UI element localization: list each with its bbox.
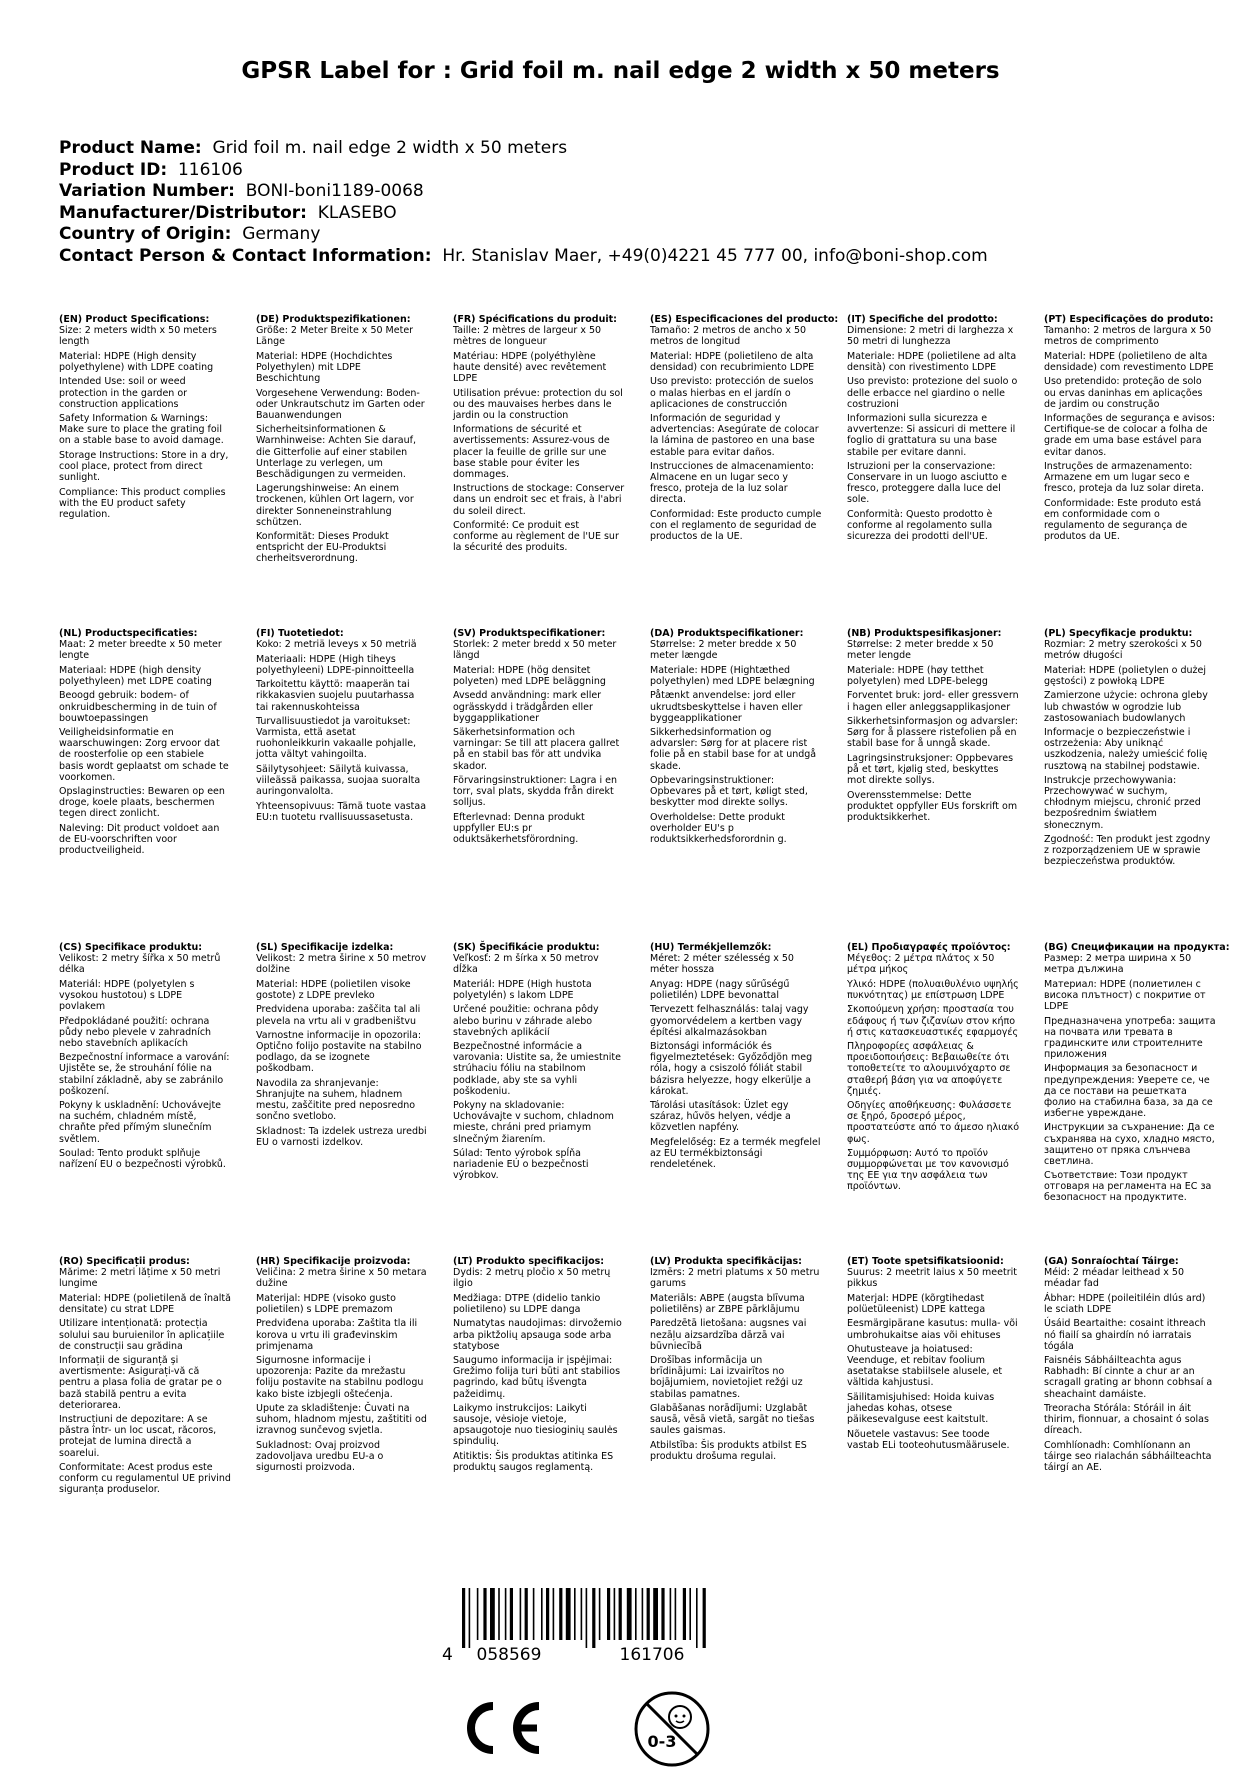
spec-paragraph: Σκοπούμενη χρήση: προστασία του εδάφους ή των ζιζανίων στον κήπο ή στις κατασκευαστικές εφαρμογές xyxy=(847,1004,1019,1038)
spec-paragraph: Materiāls: ABPE (augsta blīvuma polietilēns) ar ZBPE pārklājumu xyxy=(650,1292,805,1315)
language-block xyxy=(847,314,1019,546)
spec-paragraph: Instructions de stockage: Conserver dans un endroit sec et frais, à l'abri du soleil direct. xyxy=(453,483,625,517)
spec-paragraph: Nõuetele vastavus: See toode vastab ELi tooteohutusmäärusele. xyxy=(847,1428,1010,1451)
language-heading: (DA) Produktspecifikationer: xyxy=(650,628,804,639)
spec-paragraph: Drošības informācija un brīdinājumi: Lai izvairītos no bojājumiem, novietojiet režģi uz stabilas pamatnes. xyxy=(650,1355,803,1400)
spec-paragraph: Säilytysohjeet: Säilytä kuivassa, viileässä paikassa, suojaa suoralta auringonvalolta. xyxy=(256,764,421,798)
spec-paragraph: Treoracha Stórála: Stóráil in áit thirim, fionnuar, a chosaint ó solas díreach. xyxy=(1044,1403,1209,1437)
spec-paragraph: Size: 2 meters width x 50 meters length xyxy=(59,325,217,348)
spec-paragraph: Saugumo informacija ir įspėjimai: Grežimo folija turi būti ant stabilios pagrindo, kad būtų išvengta pažeidimų. xyxy=(453,1355,621,1400)
barcode-bar xyxy=(670,1588,672,1640)
spec-paragraph: Velikost: 2 metra širine x 50 metrov dolžine xyxy=(256,953,427,976)
language-block xyxy=(59,942,231,1174)
spec-paragraph: Vorgesehene Verwendung: Boden- oder Unkrautschutz im Garten oder Bauanwendungen xyxy=(256,387,425,421)
info-value: Hr. Stanislav Maer, +49(0)4221 45 777 00, info@boni-shop.com xyxy=(442,245,988,266)
spec-paragraph: Informații de siguranță și avertismente: Asigurați-vă că pentru a plasa folia de gratar pe o bază stabilă pentru a evita deteriorarea. xyxy=(59,1355,222,1411)
spec-paragraph: Varnostne informacije in opozorila: Optično folijo postavite na stabilno podlago, da se izognete poškodbam. xyxy=(256,1030,422,1075)
spec-paragraph: Υλικό: HDPE (πολυαιθυλένιο υψηλής πυκνότητας) με επίστρωση LDPE xyxy=(847,978,1019,1001)
spec-paragraph: Инструкции за съхранение: Да се съхранява на сухо, хладно място, защитено от пряка слънчева светлина. xyxy=(1044,1122,1215,1167)
spec-paragraph: Konformität: Dieses Produkt entspricht der EU-Produktsi cherheitsverordnung. xyxy=(256,531,389,565)
spec-paragraph: Zgodność: Ten produkt jest zgodny z rozporządzeniem UE w sprawie bezpieczeństwa produktów. xyxy=(1044,834,1211,868)
barcode-bar xyxy=(533,1588,535,1640)
spec-paragraph: Συμμόρφωση: Αυτό το προϊόν συμμορφώνεται με τον κανονισμό της ΕΕ για την ασφάλεια των προϊόντων. xyxy=(847,1148,1009,1193)
spec-paragraph: Medžiaga: DTPE (didelio tankio polietileno) su LDPE danga xyxy=(453,1292,601,1315)
spec-paragraph: Μέγεθος: 2 μέτρα πλάτος x 50 μέτρα μήκος xyxy=(847,953,995,976)
barcode-bar xyxy=(490,1588,495,1640)
language-heading: (BG) Спецификации на продукта: xyxy=(1044,942,1230,953)
spec-paragraph: Sikkerhedsinformation og advarsler: Sørg for at placere rist folie på en stabil base for at undgå skade. xyxy=(650,727,817,772)
language-block xyxy=(256,942,428,1152)
barcode-bar xyxy=(469,1588,471,1648)
spec-paragraph: Anyag: HDPE (nagy sűrűségű polietilén) LDPE bevonattal xyxy=(650,978,790,1001)
spec-paragraph: Istruzioni per la conservazione: Conservare in un luogo asciutto e fresco, proteggere dalla luce del sole. xyxy=(847,461,1008,506)
info-row xyxy=(59,181,988,203)
spec-paragraph: Matériau: HDPE (polyéthylène haute densité) avec revêtement LDPE xyxy=(453,350,607,384)
spec-paragraph: Ábhar: HDPE (poileitiléin dlús ard) le sciath LDPE xyxy=(1044,1292,1206,1315)
language-block xyxy=(650,1256,822,1466)
barcode-bar xyxy=(607,1588,610,1640)
spec-paragraph: Material: HDPE (polietilenă de înaltă densitate) cu strat LDPE xyxy=(59,1292,231,1315)
spec-paragraph: Uso pretendido: proteção de solo ou ervas daninhas em aplicações de jardim ou construção xyxy=(1044,376,1203,410)
spec-paragraph: Tamanho: 2 metros de largura x 50 metros de comprimento xyxy=(1044,325,1212,348)
language-heading: (FR) Spécifications du produit: xyxy=(453,314,617,325)
barcode-bar xyxy=(627,1588,632,1640)
language-block xyxy=(650,628,822,849)
spec-paragraph: Materiał: HDPE (polietylen o dużej gęstości) z powłoką LDPE xyxy=(1044,664,1206,687)
language-heading: (DE) Produktspezifikationen: xyxy=(256,314,411,325)
spec-paragraph: Glabāšanas norādījumi: Uzglabāt sausā, vēsā vietā, sargāt no tiešas saules gaismas. xyxy=(650,1403,815,1437)
spec-paragraph: Informations de sécurité et avertissements: Assurez-vous de placer la feuille de grille sur une base stable pour éviter les dommages. xyxy=(453,424,610,480)
info-row xyxy=(59,203,988,225)
spec-paragraph: Påtænkt anvendelse: jord eller ukrudtsbeskyttelse i haven eller byggeapplikationer xyxy=(650,690,803,724)
spec-paragraph: Materijal: HDPE (visoko gusto polietilen) s LDPE premazom xyxy=(256,1292,396,1315)
spec-paragraph: Material: HDPE (polietileno de alta densidad) con recubrimiento LDPE xyxy=(650,350,815,373)
barcode-bar xyxy=(586,1588,588,1648)
barcode-bar xyxy=(483,1588,486,1640)
spec-paragraph: Sikkerhetsinformasjon og advarsler: Sørg for å plassere ristefolien på en stabil base for å unngå skade. xyxy=(847,716,1018,750)
language-block xyxy=(847,628,1019,827)
barcode-bar xyxy=(675,1588,677,1640)
spec-paragraph: Instrucțiuni de depozitare: A se păstra într- un loc uscat, răcoros, protejat de lumina directă a soarelui. xyxy=(59,1414,217,1459)
barcode-first-digit: 4 xyxy=(442,1645,453,1665)
info-key: Manufacturer/Distributor: xyxy=(59,202,307,223)
spec-paragraph: Materjal: HDPE (kõrgtihedast polüetüleenist) LDPE kattega xyxy=(847,1292,986,1315)
spec-paragraph: Предназначена употреба: защита на почвата или тревата в градинските или строителните приложения xyxy=(1044,1015,1216,1060)
spec-paragraph: Съответствие: Този продукт отговаря на регламента на ЕС за безопасност на продуктите. xyxy=(1044,1170,1212,1204)
info-row xyxy=(59,224,988,246)
language-block xyxy=(256,628,428,827)
info-value: Grid foil m. nail edge 2 width x 50 meters xyxy=(212,138,568,158)
spec-paragraph: Conformidad: Este producto cumple con el reglamento de seguridad de productos de la UE. xyxy=(650,509,822,543)
info-row xyxy=(59,160,988,182)
info-key: Country of Origin: xyxy=(59,224,232,244)
age-warning-icon xyxy=(632,1689,712,1769)
spec-paragraph: Safety Information & Warnings: Make sure to place the grating foil on a stable base to avoid damage. xyxy=(59,413,224,447)
spec-paragraph: Méid: 2 méadar leithead x 50 méadar fad xyxy=(1044,1267,1185,1290)
spec-paragraph: Turvallisuustiedot ja varoitukset: Varmista, että asetat ruohonleikkurin vakaalle pohjalle, jotta vältyt vahingoilta. xyxy=(256,716,417,761)
language-block xyxy=(59,628,231,860)
spec-paragraph: Instruções de armazenamento: Armazene em um lugar seco e fresco, proteja da luz solar direta. xyxy=(1044,461,1204,495)
barcode-bar xyxy=(592,1588,595,1648)
spec-paragraph: Atitiktis: Šis produktas atitinka ES produktų saugos reglamentą. xyxy=(453,1451,614,1474)
spec-paragraph: Tárolási utasítások: Üzlet egy száraz, hűvös helyen, védje a közvetlen napfény. xyxy=(650,1100,791,1134)
spec-paragraph: Säilitamisjuhised: Hoida kuivas jahedas kohas, otsese päikesevalguse eest kaitstult. xyxy=(847,1392,995,1426)
barcode-bars xyxy=(462,1588,706,1648)
language-block xyxy=(847,1256,1019,1455)
spec-paragraph: Bezpečnostné informácie a varovania: Uistite sa, že umiestnite strúhaciu fóliu na stabilnom podklade, aby ste sa vyhli poškodeniu. xyxy=(453,1041,621,1097)
barcode-bar xyxy=(661,1588,664,1640)
spec-paragraph: Maat: 2 meter breedte x 50 meter lengte xyxy=(59,639,222,662)
barcode-right-group: 161706 xyxy=(619,1645,685,1665)
spec-paragraph: Určené použitie: ochrana pôdy alebo burinu v záhrade alebo stavebných aplikácií xyxy=(453,1004,599,1038)
spec-paragraph: Informazioni sulla sicurezza e avvertenze: Si assicuri di mettere il foglio di grattatura su una base stabile per evitare danni. xyxy=(847,413,1016,458)
spec-paragraph: Izmērs: 2 metri platums x 50 metru garums xyxy=(650,1267,820,1290)
language-heading: (HR) Specifikacije proizvoda: xyxy=(256,1256,411,1267)
language-heading: (LV) Produkta specifikācijas: xyxy=(650,1256,802,1267)
spec-paragraph: Instrukcje przechowywania: Przechowywać w suchym, chłodnym miejscu, chronić przed bezpośrednim światłem słonecznym. xyxy=(1044,775,1201,831)
spec-paragraph: Material: HDPE (polietileno de alta densidade) com revestimento LDPE xyxy=(1044,350,1214,373)
language-heading: (FI) Tuotetiedot: xyxy=(256,628,344,639)
spec-paragraph: Navodila za shranjevanje: Shranjujte na suhem, hladnem mestu, zaščitite pred neposredno sončno svetlobo. xyxy=(256,1078,416,1123)
language-block xyxy=(453,1256,625,1477)
spec-paragraph: Størrelse: 2 meter bredde x 50 meter længde xyxy=(650,639,797,662)
spec-paragraph: Veľkosť: 2 m šírka x 50 metrov dĺžka xyxy=(453,953,599,976)
spec-paragraph: Materiale: HDPE (Hightæthed polyethylen) med LDPE belægning xyxy=(650,664,815,687)
spec-paragraph: Upute za skladištenje: Čuvati na suhom, hladnom mjestu, zaštititi od izravnog sunčevog svjetla. xyxy=(256,1403,427,1437)
spec-paragraph: Predviđena uporaba: Zaštita tla ili korova u vrtu ili građevinskim primjenama xyxy=(256,1318,418,1352)
spec-paragraph: Eesmärgipärane kasutus: mulla- või umbrohukaitse aias või ehituses xyxy=(847,1318,1018,1341)
spec-paragraph: Instrucciones de almacenamiento: Almacene en un lugar seco y fresco, proteja de la luz solar directa. xyxy=(650,461,814,506)
spec-paragraph: Οδηγίες αποθήκευσης: Φυλάσσετε σε ξηρό, δροσερό μέρος, προστατεύστε από το άμεσο ηλιακό φως. xyxy=(847,1100,1020,1145)
language-block xyxy=(453,942,625,1185)
spec-paragraph: Material: HDPE (High density polyethylene) with LDPE coating xyxy=(59,350,214,373)
spec-paragraph: Tervezett felhasználás: talaj vagy gyomorvédelem a kertben vagy építési alkalmazásokban xyxy=(650,1004,809,1038)
spec-paragraph: Materiale: HDPE (høy tetthet polyetylen) med LDPE-belegg xyxy=(847,664,988,687)
spec-paragraph: Conformitate: Acest produs este conform cu regulamentul UE privind siguranța produselor. xyxy=(59,1462,231,1496)
spec-paragraph: Bezpečnostní informace a varování: Ujistěte se, že strouhání fólie na stabilní základně, aby se zabránilo poškození. xyxy=(59,1052,230,1097)
spec-paragraph: Tarkoitettu käyttö: maaperän tai rikkakasvien suojelu puutarhassa tai rakennuskohteissa xyxy=(256,679,415,713)
barcode-bar xyxy=(689,1588,691,1640)
spec-paragraph: Conformidade: Este produto está em conformidade com o regulamento de segurança de produtos da UE. xyxy=(1044,497,1202,543)
spec-paragraph: Rozmiar: 2 metry szerokości x 50 metrów długości xyxy=(1044,639,1202,662)
spec-paragraph: Opslaginstructies: Bewaren op een droge, koele plaats, beschermen tegen direct zonlicht. xyxy=(59,786,225,820)
barcode-bar xyxy=(599,1588,601,1640)
spec-paragraph: Zamierzone użycie: ochrona gleby lub chwastów w ogrodzie lub zastosowaniach budowlanych xyxy=(1044,690,1208,724)
spec-paragraph: Utilisation prévue: protection du sol ou des mauvaises herbes dans le jardin ou la construction xyxy=(453,387,623,421)
spec-paragraph: Comhlíonadh: Comhlíonann an táirge seo rialachán sábháilteachta táirgí an AE. xyxy=(1044,1439,1212,1474)
spec-paragraph: Sukladnost: Ovaj proizvod zadovoljava uredbu EU-a o sigurnosti proizvoda. xyxy=(256,1439,384,1474)
spec-paragraph: Předpokládané použití: ochrana půdy nebo plevele v zahradních nebo stavebních aplikacích xyxy=(59,1015,212,1049)
ce-mark xyxy=(455,1698,545,1758)
spec-paragraph: Overholdelse: Dette produkt overholder EU's p roduktsikkerhedsforordnin g. xyxy=(650,811,787,846)
barcode-bar xyxy=(553,1588,555,1640)
spec-paragraph: Размер: 2 метра ширина x 50 метра дължина xyxy=(1044,953,1192,976)
spec-paragraph: Säkerhetsinformation och varningar: Se till att placera gallret på en stabil bas för att undvika skador. xyxy=(453,727,620,772)
spec-paragraph: Material: HDPE (hög densitet polyeten) med LDPE beläggning xyxy=(453,664,606,687)
spec-paragraph: Avsedd användning: mark eller ogrässkydd i trädgården eller byggapplikationer xyxy=(453,690,602,724)
barcode-bar xyxy=(647,1588,650,1640)
spec-paragraph: Opbevaringsinstruktioner: Opbevares på et tørt, køligt sted, beskytter mod direkte sollys. xyxy=(650,775,808,809)
spec-paragraph: Suurus: 2 meetrit laius x 50 meetrit pikkus xyxy=(847,1267,1017,1290)
spec-paragraph: Informações de segurança e avisos: Certifique-se de colocar a folha de grade em uma base estável para evitar danos. xyxy=(1044,413,1216,458)
language-block xyxy=(59,314,231,524)
barcode-left-group: 058569 xyxy=(476,1645,542,1665)
language-heading: (SL) Specifikacije izdelka: xyxy=(256,942,394,953)
spec-paragraph: Forventet bruk: jord- eller gressvern i hagen eller anleggsapplikasjoner xyxy=(847,690,1019,713)
spec-paragraph: Lagringsinstruksjoner: Oppbevares på et tørt, kjølig sted, beskyttes mot direkte sollys. xyxy=(847,752,1014,787)
language-block xyxy=(1044,942,1230,1207)
spec-paragraph: Atbilstība: Šis produkts atbilst ES produktu drošuma regulai. xyxy=(650,1439,807,1462)
language-heading: (RO) Specificații produs: xyxy=(59,1256,190,1267)
spec-paragraph: Soulad: Tento produkt splňuje nařízení EU o bezpečnosti výrobků. xyxy=(59,1148,226,1171)
barcode-bar xyxy=(498,1588,500,1640)
barcode-bar xyxy=(462,1588,465,1648)
spec-paragraph: Laikymo instrukcijos: Laikyti sausoje, vėsioje vietoje, apsaugotoje nuo tiesioginių saulės spindulių. xyxy=(453,1403,618,1448)
spec-paragraph: Koko: 2 metriä leveys x 50 metriä xyxy=(256,639,417,651)
spec-paragraph: Beoogd gebruik: bodem- of onkruidbescherming in de tuin of bouwtoepassingen xyxy=(59,690,217,724)
spec-paragraph: Utilizare intenționată: protecția solului sau buruienilor în aplicațiile de construcții sau grădina xyxy=(59,1318,225,1352)
info-key: Contact Person & Contact Information: xyxy=(59,245,432,266)
spec-paragraph: Material: HDPE (Hochdichtes Polyethylen) mit LDPE Beschichtung xyxy=(256,350,393,384)
spec-paragraph: Материал: HDPE (полиетилен с висока плътност) с покритие от LDPE xyxy=(1044,978,1206,1012)
spec-paragraph: Pokyny k uskladnění: Uchovávejte na suchém, chladném místě, chraňte před přímým slunečním světlem. xyxy=(59,1100,222,1145)
barcode-bar xyxy=(581,1588,583,1640)
language-heading: (SV) Produktspecifikationer: xyxy=(453,628,606,639)
language-heading: (NL) Productspecificaties: xyxy=(59,628,198,639)
language-heading: (EN) Product Specifications: xyxy=(59,314,210,325)
spec-paragraph: Skladnost: Ta izdelek ustreza uredbi EU o varnosti izdelkov. xyxy=(256,1125,427,1148)
barcode-bar xyxy=(520,1588,522,1640)
spec-paragraph: Storage Instructions: Store in a dry, cool place, protect from direct sunlight. xyxy=(59,450,229,484)
spec-paragraph: Yhteensopivuus: Tämä tuote vastaa EU:n tuotetu rvallisuussasetusta. xyxy=(256,800,427,823)
barcode-bar xyxy=(505,1588,507,1640)
spec-paragraph: Mărime: 2 metri lățime x 50 metri lungime xyxy=(59,1267,221,1290)
info-value: Germany xyxy=(242,224,321,244)
spec-paragraph: Materiaali: HDPE (High tiheys polyethyleeni) LDPE-pinnoitteella xyxy=(256,653,415,676)
spec-paragraph: Materiál: HDPE (polyetylen s vysokou hustotou) s LDPE povlakem xyxy=(59,978,195,1012)
barcode-bar xyxy=(541,1588,543,1640)
spec-paragraph: Tamaño: 2 metros de ancho x 50 metros de longitud xyxy=(650,325,807,348)
spec-paragraph: Materiál: HDPE (High hustota polyetylén) s lakom LDPE xyxy=(453,978,592,1001)
spec-paragraph: Materiale: HDPE (polietilene ad alta densità) con rivestimento LDPE xyxy=(847,350,1017,373)
spec-paragraph: Intended Use: soil or weed protection in the garden or construction applications xyxy=(59,376,188,410)
spec-paragraph: Storlek: 2 meter bredd x 50 meter längd xyxy=(453,639,617,662)
info-value: BONI-boni1189-0068 xyxy=(245,181,424,201)
spec-paragraph: Conformità: Questo prodotto è conforme al regolamento sulla sicurezza dei prodotti dell'UE. xyxy=(847,509,993,543)
barcode-bar xyxy=(614,1588,616,1640)
barcode-bar xyxy=(635,1588,637,1640)
spec-paragraph: Ohutusteave ja hoiatused: Veenduge, et rebitav foolium asetatakse stabiilsele alusele, et vältida kahjustusi. xyxy=(847,1344,1003,1389)
language-heading: (HU) Termékjellemzők: xyxy=(650,942,772,953)
language-heading: (SK) Špecifikácie produktu: xyxy=(453,942,600,953)
barcode-bar xyxy=(546,1588,549,1640)
barcode-bar xyxy=(653,1588,658,1640)
barcode-bar xyxy=(683,1588,686,1640)
spec-paragraph: Numatytas naudojimas: dirvožemio arba piktžolių apsauga sode arba statybose xyxy=(453,1318,622,1352)
spec-paragraph: Súlad: Tento výrobok spĺňa nariadenie EÚ o bezpečnosti výrobkov. xyxy=(453,1148,589,1182)
info-row xyxy=(59,246,988,268)
spec-paragraph: Naleving: Dit product voldoet aan de EU-voorschriften voor productveiligheid. xyxy=(59,823,220,857)
barcode-bar xyxy=(619,1588,622,1640)
spec-paragraph: Méret: 2 méter szélesség x 50 méter hossza xyxy=(650,953,794,976)
spec-paragraph: Megfelelőség: Ez a termék megfelel az EU termékbiztonsági rendeletének. xyxy=(650,1137,821,1171)
language-block xyxy=(1044,1256,1216,1477)
spec-paragraph: Velikost: 2 metry šířka x 50 metrů délka xyxy=(59,953,221,976)
info-key: Product ID: xyxy=(59,159,168,180)
spec-paragraph: Faisnéis Sábháilteachta agus Rabhadh: Bí cinnte a chur ar an scragall grating ar bhonn cobhsaí a sheachaint damáiste. xyxy=(1044,1355,1213,1400)
language-heading: (NB) Produktspesifikasjoner: xyxy=(847,628,1002,639)
language-heading: (ES) Especificaciones del producto: xyxy=(650,314,839,325)
product-info xyxy=(59,138,988,267)
spec-paragraph: Sicherheitsinformationen & Warnhinweise: Achten Sie darauf, die Gitterfolie auf einer stabilen Unterlage zu verlegen, um Beschädigungen zu vermeiden. xyxy=(256,424,417,480)
spec-paragraph: Materiaal: HDPE (high density polyethyleen) met LDPE coating xyxy=(59,664,212,687)
info-value: 116106 xyxy=(177,159,243,180)
spec-paragraph: Overensstemmelse: Dette produktet oppfyller EUs forskrift om produktsikkerhet. xyxy=(847,789,1018,823)
barcode-bar xyxy=(559,1588,562,1640)
barcode-bar xyxy=(477,1588,479,1640)
barcode-bar xyxy=(510,1588,513,1640)
language-block xyxy=(453,628,625,849)
spec-paragraph: Größe: 2 Meter Breite x 50 Meter Länge xyxy=(256,325,414,348)
language-block xyxy=(453,314,625,557)
info-key: Variation Number: xyxy=(59,181,235,201)
page-title: GPSR Label for : Grid foil m. nail edge 2 width x 50 meters xyxy=(241,58,1000,84)
spec-paragraph: Paredzētā lietošana: augsnes vai nezāļu aizsardzība dārzā vai būvniecībā xyxy=(650,1318,807,1352)
spec-paragraph: Förvaringsinstruktioner: Lagra i en torr, sval plats, skydda från direkt solljus. xyxy=(453,775,618,809)
spec-paragraph: Lagerungshinweise: An einem trockenen, kühlen Ort lagern, vor direkter Sonneneinstrahlung schützen. xyxy=(256,483,414,528)
spec-paragraph: Uso previsto: protección de suelos o malas hierbas en el jardín o aplicaciones de construcción xyxy=(650,376,814,410)
spec-paragraph: Compliance: This product complies with the EU product safety regulation. xyxy=(59,486,226,520)
barcode-bar xyxy=(525,1588,528,1640)
spec-paragraph: Efterlevnad: Denna produkt uppfyller EU:s pr oduktsäkerhetsförordning. xyxy=(453,811,585,846)
barcode-bar xyxy=(703,1588,706,1648)
language-heading: (GA) Sonraíochtaí Táirge: xyxy=(1044,1256,1179,1267)
spec-paragraph: Størrelse: 2 meter bredde x 50 meter lengde xyxy=(847,639,994,662)
spec-paragraph: Conformité: Ce produit est conforme au règlement de l'UE sur la sécurité des produits. xyxy=(453,520,619,554)
language-heading: (LT) Produkto specifikacijos: xyxy=(453,1256,605,1267)
info-key: Product Name: xyxy=(59,138,202,158)
spec-paragraph: Uso previsto: protezione del suolo o delle erbacce nel giardino o nelle costruzioni xyxy=(847,376,1018,410)
barcode-bar xyxy=(574,1588,576,1640)
spec-paragraph: Material: HDPE (polietilen visoke gostote) z LDPE prevleko xyxy=(256,978,411,1001)
age-warning-label: 0-3 xyxy=(647,1732,677,1751)
spec-paragraph: Dydis: 2 metrų pločio x 50 metrų ilgio xyxy=(453,1267,611,1290)
spec-paragraph: Информация за безопасност и предупреждения: Уверете се, че да се постави на решетката фолио на стабилна база, за да се избегне увреждане. xyxy=(1044,1063,1213,1119)
spec-paragraph: Información de seguridad y advertencias: Asegúrate de colocar la lámina de pastoreo en una base estable para evitar daños. xyxy=(650,413,819,458)
spec-paragraph: Úsáid Beartaithe: cosaint ithreach nó fiailí sa ghairdín nó iarratais tógála xyxy=(1044,1318,1206,1352)
barcode-bar xyxy=(642,1588,644,1640)
language-heading: (PT) Especificações do produto: xyxy=(1044,314,1214,325)
language-block xyxy=(650,942,822,1174)
spec-paragraph: Veličina: 2 metra širine x 50 metara dužine xyxy=(256,1267,427,1290)
spec-paragraph: Sigurnosne informacije i upozorenja: Pazite da mrežastu foliju postavite na stabilnu podlogu kako biste izbjegli oštećenja. xyxy=(256,1355,424,1400)
language-heading: (EL) Προδιαγραφές προϊόντος: xyxy=(847,942,1011,953)
spec-paragraph: Dimensione: 2 metri di larghezza x 50 metri di lunghezza xyxy=(847,325,1014,348)
spec-paragraph: Πληροφορίες ασφάλειας & προειδοποιήσεις: Βεβαιωθείτε ότι τοποθετείτε το αλουμινόχαρτο σε σταθερή βάση για να αποφύγετε ζημιές. xyxy=(847,1041,1011,1097)
language-block xyxy=(847,942,1019,1196)
spec-paragraph: Taille: 2 mètres de largeur x 50 mètres de longueur xyxy=(453,325,602,348)
spec-paragraph: Veiligheidsinformatie en waarschuwingen: Zorg ervoor dat de roosterfolie op een stabiele basis wordt geplaatst om schade te voorkomen. xyxy=(59,727,229,783)
spec-paragraph: Pokyny na skladovanie: Uchovávajte v suchom, chladnom mieste, chráni pred priamym slnečným žiarením. xyxy=(453,1100,614,1145)
language-heading: (PL) Specyfikacje produktu: xyxy=(1044,628,1193,639)
language-block xyxy=(256,1256,428,1477)
language-block xyxy=(650,314,839,546)
spec-paragraph: Informacje o bezpieczeństwie i ostrzeżenia: Aby uniknąć uszkodzenia, należy umieścić folię rusztową na stabilnej podstawie. xyxy=(1044,727,1208,772)
spec-paragraph: Predvidena uporaba: zaščita tal ali plevela na vrtu ali v gradbeništvu xyxy=(256,1004,421,1027)
ean-barcode xyxy=(440,1588,730,1678)
language-block xyxy=(59,1256,231,1499)
language-block xyxy=(256,314,428,568)
info-value: KLASEBO xyxy=(317,202,397,223)
language-block xyxy=(1044,628,1216,871)
spec-paragraph: Biztonsági információk és figyelmeztetések: Győződjön meg róla, hogy a csiszoló fóliát stabil bázisra helyezze, hogy elkerülje a károkat. xyxy=(650,1041,813,1097)
language-block xyxy=(1044,314,1216,546)
info-row xyxy=(59,138,988,160)
barcode-bar xyxy=(566,1588,571,1640)
language-heading: (ET) Toote spetsifikatsioonid: xyxy=(847,1256,1004,1267)
language-heading: (CS) Specifikace produktu: xyxy=(59,942,203,953)
barcode-bar xyxy=(696,1588,698,1648)
language-heading: (IT) Specifiche del prodotto: xyxy=(847,314,998,325)
